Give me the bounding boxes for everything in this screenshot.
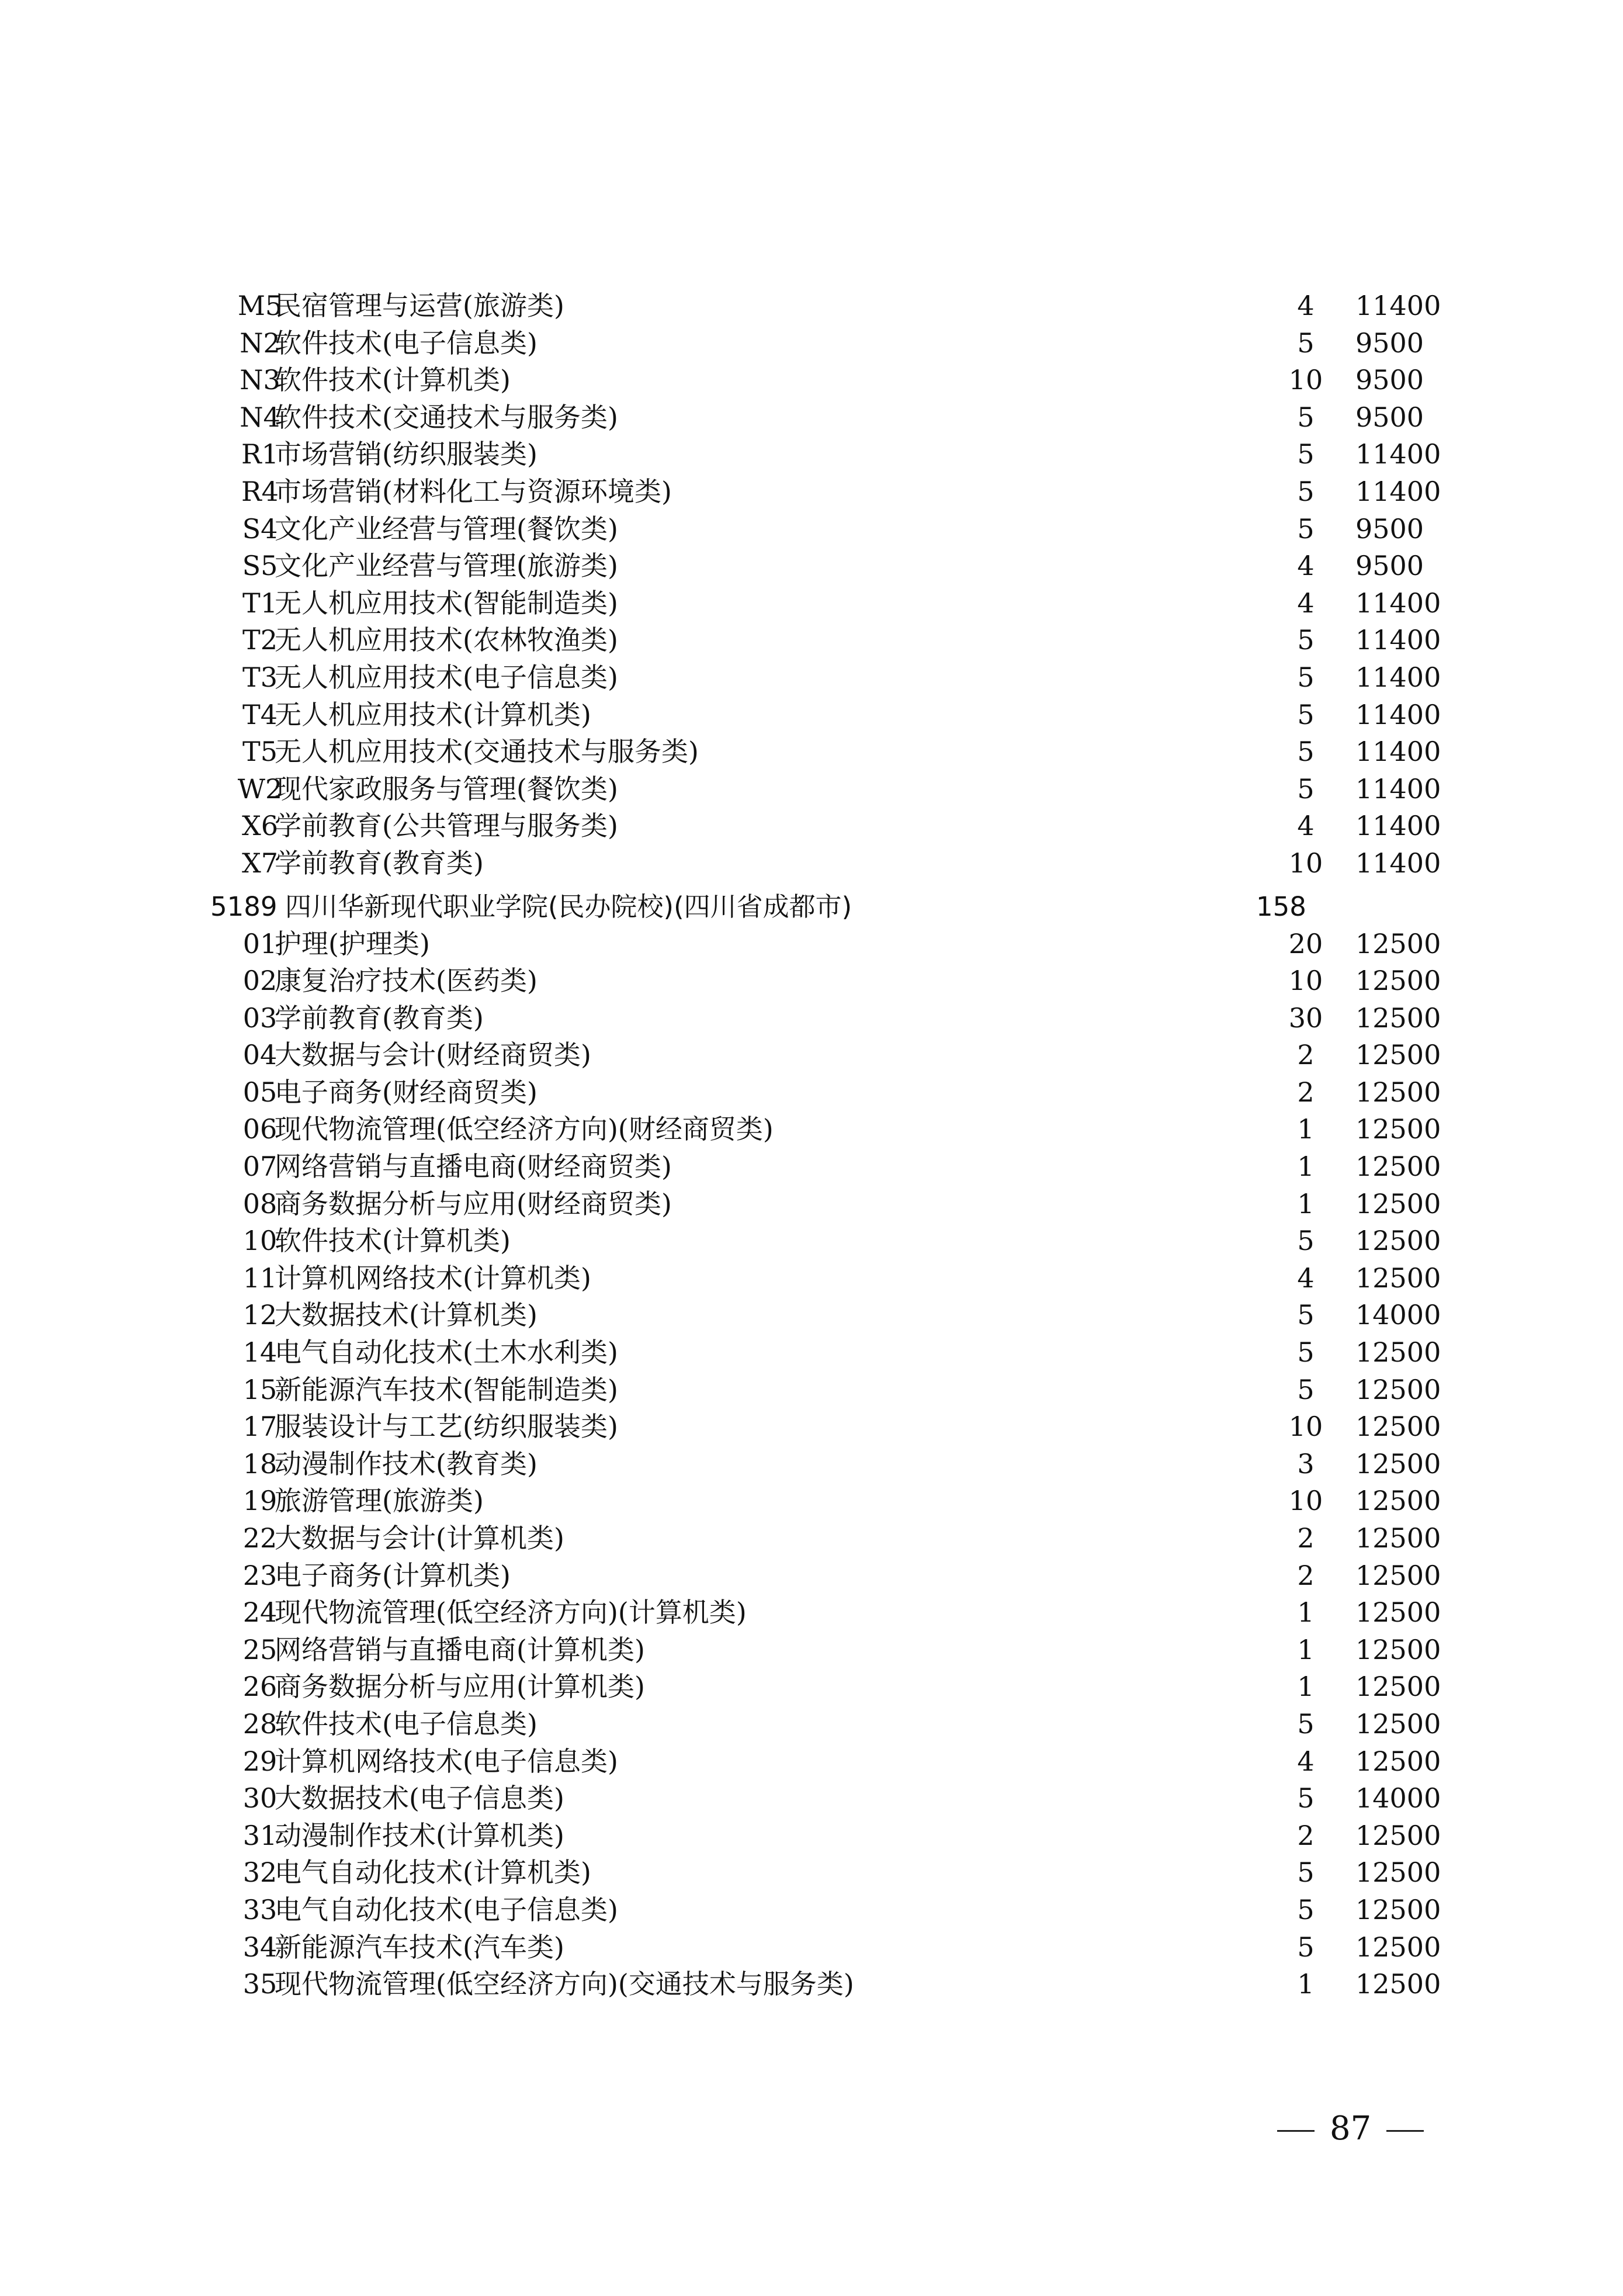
program-code: 04 — [242, 1039, 278, 1071]
program-code: 26 — [242, 1671, 278, 1703]
program-plan: 1 — [1297, 1113, 1315, 1145]
program-fee: 12500 — [1355, 1373, 1441, 1405]
program-code: 10 — [242, 1225, 278, 1257]
program-list-institution-5189 — [210, 926, 1461, 2003]
program-row — [210, 1074, 1461, 1111]
program-row — [210, 399, 1461, 437]
program-code: 31 — [242, 1819, 278, 1851]
program-row — [210, 1408, 1461, 1446]
program-plan: 1 — [1297, 1151, 1315, 1183]
program-plan: 5 — [1297, 1782, 1315, 1814]
program-fee: 11400 — [1355, 475, 1441, 507]
program-row — [210, 1483, 1461, 1520]
program-plan: 1 — [1297, 1597, 1315, 1629]
program-code: 07 — [242, 1151, 278, 1183]
program-fee: 12500 — [1355, 1076, 1441, 1108]
program-name: 新能源汽车技术(智能制造类) — [275, 1373, 618, 1405]
program-fee: 12500 — [1355, 1039, 1441, 1071]
program-fee: 12500 — [1355, 1633, 1441, 1665]
program-plan: 5 — [1297, 475, 1315, 507]
institution-plan-total: 158 — [1256, 891, 1306, 922]
program-plan: 10 — [1288, 364, 1323, 396]
program-name: 无人机应用技术(计算机类) — [275, 698, 591, 730]
program-row — [210, 845, 1461, 882]
program-plan: 5 — [1297, 1373, 1315, 1405]
program-plan: 5 — [1297, 773, 1315, 805]
program-plan: 10 — [1288, 847, 1323, 879]
program-name: 文化产业经营与管理(餐饮类) — [275, 512, 618, 545]
program-code: 14 — [242, 1336, 278, 1369]
program-plan: 4 — [1297, 1745, 1315, 1777]
program-plan: 5 — [1297, 438, 1315, 470]
program-plan: 5 — [1297, 1893, 1315, 1926]
program-plan: 5 — [1297, 1708, 1315, 1740]
program-fee: 14000 — [1355, 1782, 1441, 1814]
program-plan: 5 — [1297, 1299, 1315, 1331]
program-code: 35 — [242, 1968, 278, 2000]
program-row — [210, 1446, 1461, 1483]
program-plan: 4 — [1297, 810, 1315, 842]
program-name: 现代物流管理(低空经济方向)(交通技术与服务类) — [275, 1968, 854, 2000]
page-footer — [1262, 2108, 1439, 2149]
program-plan: 20 — [1288, 927, 1323, 960]
program-row — [210, 771, 1461, 808]
program-code: T3 — [242, 661, 278, 693]
program-fee: 11400 — [1355, 624, 1441, 656]
program-code: 05 — [242, 1076, 278, 1108]
program-code: 18 — [242, 1447, 278, 1480]
program-row — [210, 659, 1461, 697]
program-code: 08 — [242, 1187, 278, 1220]
program-fee: 12500 — [1355, 927, 1441, 960]
program-plan: 5 — [1297, 1857, 1315, 1889]
program-plan: 5 — [1297, 512, 1315, 545]
program-fee: 12500 — [1355, 1447, 1441, 1480]
program-name: 网络营销与直播电商(财经商贸类) — [275, 1151, 672, 1183]
program-plan: 1 — [1297, 1671, 1315, 1703]
program-row — [210, 1148, 1461, 1186]
program-fee: 12500 — [1355, 1931, 1441, 1963]
program-fee: 14000 — [1355, 1299, 1441, 1331]
program-name: 服装设计与工艺(纺织服装类) — [275, 1411, 618, 1443]
program-fee: 12500 — [1355, 1893, 1441, 1926]
program-plan: 1 — [1297, 1187, 1315, 1220]
program-fee: 12500 — [1355, 1597, 1441, 1629]
program-row — [210, 962, 1461, 1000]
program-fee: 12500 — [1355, 1225, 1441, 1257]
program-name: 护理(护理类) — [275, 927, 430, 960]
program-code: 30 — [242, 1782, 278, 1814]
program-fee: 11400 — [1355, 438, 1441, 470]
program-code: W2 — [237, 773, 283, 805]
program-plan: 4 — [1297, 1262, 1315, 1294]
program-row — [210, 1000, 1461, 1037]
program-fee: 12500 — [1355, 1336, 1441, 1369]
program-row — [210, 1780, 1461, 1817]
program-fee: 12500 — [1355, 1485, 1441, 1517]
program-row — [210, 473, 1461, 511]
program-code: 03 — [242, 1002, 278, 1034]
program-plan: 4 — [1297, 290, 1315, 321]
program-plan: 1 — [1297, 1968, 1315, 2000]
program-row — [210, 1632, 1461, 1669]
program-row — [210, 548, 1461, 585]
program-name: 大数据与会计(财经商贸类) — [275, 1039, 591, 1071]
program-name: 商务数据分析与应用(计算机类) — [275, 1671, 645, 1703]
program-code: N3 — [240, 364, 280, 396]
program-code: 28 — [242, 1708, 278, 1740]
program-fee: 12500 — [1355, 1857, 1441, 1889]
program-name: 现代物流管理(低空经济方向)(计算机类) — [275, 1597, 747, 1629]
program-code: 23 — [242, 1559, 278, 1591]
program-fee: 9500 — [1355, 512, 1424, 545]
program-code: 25 — [242, 1633, 278, 1665]
program-row — [210, 362, 1461, 399]
program-fee: 11400 — [1355, 773, 1441, 805]
page-number: 87 — [1330, 2110, 1372, 2148]
program-name: 软件技术(计算机类) — [275, 1225, 511, 1257]
program-plan: 5 — [1297, 327, 1315, 359]
institution-code: 5189 — [210, 891, 278, 922]
program-name: 计算机网络技术(电子信息类) — [275, 1745, 618, 1777]
program-plan: 4 — [1297, 587, 1315, 619]
program-plan: 5 — [1297, 401, 1315, 433]
program-code: N4 — [240, 401, 280, 433]
program-row — [210, 697, 1461, 734]
program-name: 电子商务(财经商贸类) — [275, 1076, 537, 1108]
program-name: 大数据技术(电子信息类) — [275, 1782, 564, 1814]
program-name: 无人机应用技术(智能制造类) — [275, 587, 618, 619]
program-row — [210, 288, 1461, 325]
program-plan: 2 — [1297, 1819, 1315, 1851]
program-fee: 11400 — [1355, 698, 1441, 730]
program-code: T1 — [242, 587, 278, 619]
program-name: 计算机网络技术(计算机类) — [275, 1262, 591, 1294]
program-fee: 12500 — [1355, 1151, 1441, 1183]
program-row — [210, 1929, 1461, 1966]
program-fee: 12500 — [1355, 1113, 1441, 1145]
program-fee: 11400 — [1355, 290, 1441, 321]
program-row — [210, 1334, 1461, 1372]
program-name: 文化产业经营与管理(旅游类) — [275, 550, 618, 582]
program-row — [210, 1854, 1461, 1892]
program-row — [210, 1668, 1461, 1706]
program-fee: 9500 — [1355, 401, 1424, 433]
program-fee: 9500 — [1355, 550, 1424, 582]
program-name: 学前教育(教育类) — [275, 1002, 484, 1034]
program-code: T2 — [242, 624, 278, 656]
program-plan: 5 — [1297, 624, 1315, 656]
program-name: 软件技术(电子信息类) — [275, 327, 537, 359]
program-code: S5 — [242, 550, 278, 582]
program-plan: 5 — [1297, 1931, 1315, 1963]
program-plan: 5 — [1297, 736, 1315, 768]
program-code: 12 — [242, 1299, 278, 1331]
program-plan: 2 — [1297, 1039, 1315, 1071]
program-code: 02 — [242, 965, 278, 997]
program-fee: 9500 — [1355, 327, 1424, 359]
program-fee: 11400 — [1355, 736, 1441, 768]
program-name: 大数据技术(计算机类) — [275, 1299, 537, 1331]
program-plan: 5 — [1297, 661, 1315, 693]
program-code: S4 — [242, 512, 278, 545]
program-name: 网络营销与直播电商(计算机类) — [275, 1633, 645, 1665]
program-code: 24 — [242, 1597, 278, 1629]
program-name: 商务数据分析与应用(财经商贸类) — [275, 1187, 672, 1220]
program-code: X7 — [241, 847, 278, 879]
program-code: N2 — [240, 327, 280, 359]
program-name: 现代物流管理(低空经济方向)(财经商贸类) — [275, 1113, 774, 1145]
program-name: 大数据与会计(计算机类) — [275, 1522, 564, 1554]
program-code: R4 — [241, 475, 279, 507]
program-plan: 5 — [1297, 698, 1315, 730]
program-row — [210, 1706, 1461, 1743]
program-row — [210, 585, 1461, 622]
program-code: X6 — [241, 810, 278, 842]
program-plan: 10 — [1288, 1411, 1323, 1443]
program-name: 动漫制作技术(计算机类) — [275, 1819, 564, 1851]
program-name: 无人机应用技术(农林牧渔类) — [275, 624, 618, 656]
program-fee: 12500 — [1355, 1187, 1441, 1220]
program-row — [210, 1223, 1461, 1260]
program-row — [210, 325, 1461, 362]
program-name: 无人机应用技术(电子信息类) — [275, 661, 618, 693]
program-name: 新能源汽车技术(汽车类) — [275, 1931, 564, 1963]
program-name: 软件技术(计算机类) — [275, 364, 511, 396]
program-plan: 2 — [1297, 1522, 1315, 1554]
program-fee: 12500 — [1355, 1262, 1441, 1294]
program-code: 32 — [242, 1857, 278, 1889]
institution-header-row — [210, 882, 1461, 926]
program-code: 01 — [242, 927, 278, 960]
program-code: 34 — [242, 1931, 278, 1963]
program-plan: 2 — [1297, 1559, 1315, 1591]
program-code: 11 — [242, 1262, 278, 1294]
program-plan: 10 — [1288, 1485, 1323, 1517]
program-plan: 30 — [1288, 1002, 1323, 1034]
program-fee: 12500 — [1355, 1745, 1441, 1777]
program-name: 电气自动化技术(电子信息类) — [275, 1893, 618, 1926]
program-name: 现代家政服务与管理(餐饮类) — [275, 773, 618, 805]
program-row — [210, 1111, 1461, 1148]
program-code: 17 — [242, 1411, 278, 1443]
program-row — [210, 1557, 1461, 1595]
program-plan: 2 — [1297, 1076, 1315, 1108]
program-name: 电子商务(计算机类) — [275, 1559, 511, 1591]
program-fee: 11400 — [1355, 587, 1441, 619]
program-row — [210, 1743, 1461, 1781]
program-name: 软件技术(交通技术与服务类) — [275, 401, 618, 433]
program-fee: 12500 — [1355, 1671, 1441, 1703]
program-name: 动漫制作技术(教育类) — [275, 1447, 537, 1480]
program-row — [210, 1817, 1461, 1855]
program-row — [210, 622, 1461, 659]
program-plan: 5 — [1297, 1336, 1315, 1369]
program-fee: 12500 — [1355, 1708, 1441, 1740]
footer-dash-left — [1277, 2130, 1315, 2132]
program-fee: 9500 — [1355, 364, 1424, 396]
program-fee: 12500 — [1355, 1559, 1441, 1591]
program-fee: 12500 — [1355, 965, 1441, 997]
program-row — [210, 1186, 1461, 1223]
program-code: T4 — [242, 698, 278, 730]
program-name: 康复治疗技术(医药类) — [275, 965, 537, 997]
program-name: 旅游管理(旅游类) — [275, 1485, 484, 1517]
program-row — [210, 1260, 1461, 1297]
enrollment-table — [210, 288, 1461, 2003]
program-name: 无人机应用技术(交通技术与服务类) — [275, 736, 699, 768]
program-code: R1 — [241, 438, 279, 470]
program-code: 19 — [242, 1485, 278, 1517]
program-list-previous-institution — [210, 288, 1461, 882]
program-plan: 5 — [1297, 1225, 1315, 1257]
program-plan: 10 — [1288, 965, 1323, 997]
program-fee: 11400 — [1355, 847, 1441, 879]
program-name: 市场营销(纺织服装类) — [275, 438, 537, 470]
program-code: 15 — [242, 1373, 278, 1405]
program-name: 软件技术(电子信息类) — [275, 1708, 537, 1740]
program-fee: 11400 — [1355, 810, 1441, 842]
program-code: T5 — [242, 736, 278, 768]
program-row — [210, 1037, 1461, 1074]
program-row — [210, 436, 1461, 473]
program-fee: 12500 — [1355, 1968, 1441, 2000]
program-row — [210, 1297, 1461, 1334]
program-row — [210, 1966, 1461, 2003]
program-fee: 11400 — [1355, 661, 1441, 693]
program-row — [210, 511, 1461, 548]
program-row — [210, 733, 1461, 771]
program-row — [210, 808, 1461, 845]
program-name: 学前教育(教育类) — [275, 847, 484, 879]
program-row — [210, 926, 1461, 963]
program-row — [210, 1594, 1461, 1632]
program-code: 06 — [242, 1113, 278, 1145]
program-row — [210, 1520, 1461, 1557]
footer-dash-right — [1386, 2130, 1424, 2132]
program-code: 22 — [242, 1522, 278, 1554]
program-name: 电气自动化技术(计算机类) — [275, 1857, 591, 1889]
program-fee: 12500 — [1355, 1819, 1441, 1851]
program-fee: 12500 — [1355, 1002, 1441, 1034]
program-plan: 1 — [1297, 1633, 1315, 1665]
program-fee: 12500 — [1355, 1411, 1441, 1443]
program-code: 29 — [242, 1745, 278, 1777]
program-name: 学前教育(公共管理与服务类) — [275, 810, 618, 842]
program-name: 市场营销(材料化工与资源环境类) — [275, 475, 672, 507]
program-fee: 12500 — [1355, 1522, 1441, 1554]
program-name: 电气自动化技术(土木水利类) — [275, 1336, 618, 1369]
program-code: M5 — [237, 290, 283, 321]
program-name: 民宿管理与运营(旅游类) — [275, 290, 564, 321]
program-row — [210, 1892, 1461, 1929]
institution-name: 四川华新现代职业学院(民办院校)(四川省成都市) — [285, 891, 852, 922]
program-plan: 4 — [1297, 550, 1315, 582]
program-row — [210, 1372, 1461, 1409]
program-plan: 3 — [1297, 1447, 1315, 1480]
program-code: 33 — [242, 1893, 278, 1926]
